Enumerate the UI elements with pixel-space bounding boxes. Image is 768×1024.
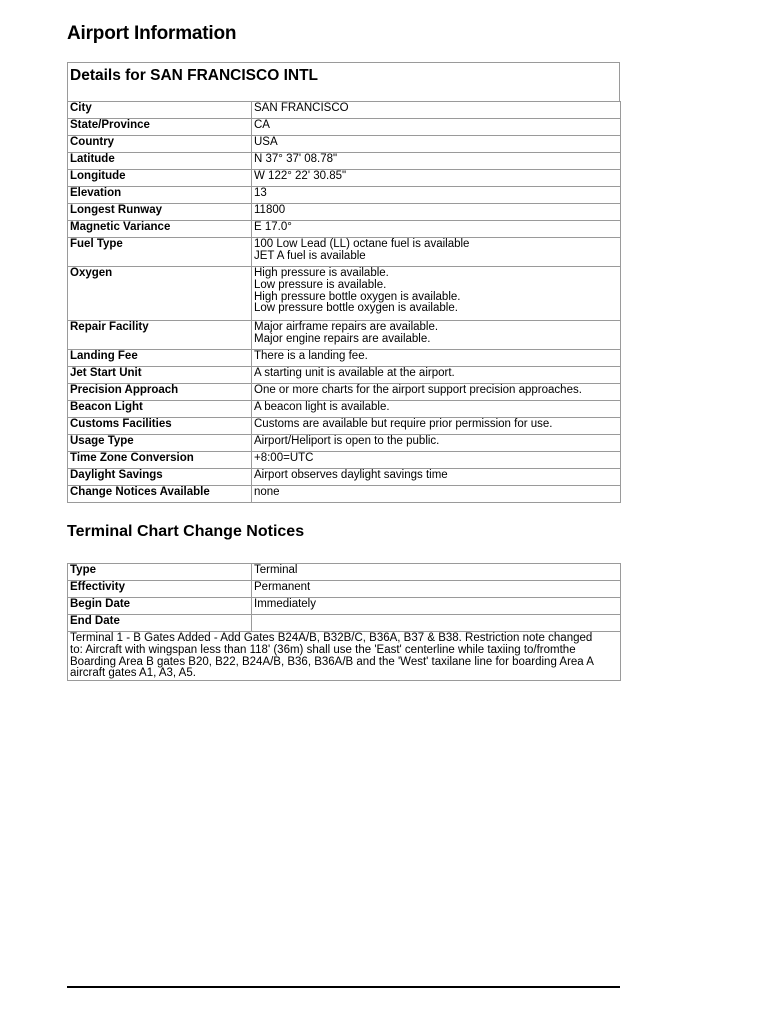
change-notices-heading: Terminal Chart Change Notices bbox=[67, 523, 305, 540]
row-value bbox=[252, 401, 621, 418]
row-label: Elevation bbox=[68, 187, 252, 204]
table-row-magnetic-variance bbox=[68, 221, 621, 238]
row-value bbox=[252, 221, 621, 238]
row-value bbox=[252, 153, 621, 170]
row-value bbox=[252, 170, 621, 187]
table-row-effectivity bbox=[68, 581, 621, 598]
table-row-country bbox=[68, 136, 621, 153]
table-row-customs-facilities bbox=[68, 418, 621, 435]
row-value bbox=[252, 238, 621, 267]
row-value-line: Airport observes daylight savings time bbox=[254, 469, 448, 481]
table-row-state-province bbox=[68, 119, 621, 136]
table-row-time-zone-conversion bbox=[68, 452, 621, 469]
row-value bbox=[252, 581, 621, 598]
row-label: Oxygen bbox=[68, 267, 252, 321]
row-value-line: A beacon light is available. bbox=[254, 401, 390, 413]
row-value-line: JET A fuel is available bbox=[254, 249, 366, 262]
footer-rule bbox=[67, 986, 620, 988]
row-value bbox=[252, 187, 621, 204]
page-title: Airport Information bbox=[67, 23, 237, 44]
table-row-city bbox=[68, 102, 621, 119]
row-value-line: Permanent bbox=[254, 581, 311, 593]
change-notices-table bbox=[67, 563, 621, 681]
row-value bbox=[252, 486, 621, 503]
row-value bbox=[252, 418, 621, 435]
row-value-line: 13 bbox=[254, 187, 267, 199]
row-label: Country bbox=[68, 136, 252, 153]
change-notice-line: to: Aircraft with wingspan less than 118' (36m) shall use the 'East' centerline while taxiing to/fromthe bbox=[70, 643, 576, 656]
row-label: Effectivity bbox=[68, 581, 252, 598]
row-value-line: +8:00=UTC bbox=[254, 452, 314, 464]
row-label: Landing Fee bbox=[68, 350, 252, 367]
row-value bbox=[252, 598, 621, 615]
row-label: Jet Start Unit bbox=[68, 367, 252, 384]
table-row-beacon-light bbox=[68, 401, 621, 418]
row-label: Repair Facility bbox=[68, 321, 252, 350]
row-label: Longest Runway bbox=[68, 204, 252, 221]
table-row-fuel-type bbox=[68, 238, 621, 267]
row-value-line: Customs are available but require prior permission for use. bbox=[254, 418, 553, 430]
table-row-usage-type bbox=[68, 435, 621, 452]
row-label: End Date bbox=[68, 615, 252, 632]
row-value-line: E 17.0° bbox=[254, 221, 292, 233]
row-value-line: N 37° 37' 08.78" bbox=[254, 153, 338, 165]
row-value-line: High pressure is available. bbox=[254, 267, 389, 279]
row-label: Begin Date bbox=[68, 598, 252, 615]
change-notice-line: aircraft gates A1, A3, A5. bbox=[70, 667, 196, 680]
details-heading-box bbox=[67, 62, 620, 101]
table-row-change-notice-text bbox=[68, 632, 621, 681]
row-value-line: Terminal bbox=[254, 564, 298, 576]
table-row-end-date bbox=[68, 615, 621, 632]
row-value bbox=[252, 367, 621, 384]
change-notice-line: Boarding Area B gates B20, B22, B24A/B, B36, B36A/B and the 'West' taxilane line for boarding Area A bbox=[70, 655, 594, 668]
row-label: Daylight Savings bbox=[68, 469, 252, 486]
table-row-daylight-savings bbox=[68, 469, 621, 486]
row-label: City bbox=[68, 102, 252, 119]
row-value-line: Major airframe repairs are available. bbox=[254, 321, 439, 333]
table-row-precision-approach bbox=[68, 384, 621, 401]
change-notice-line: Terminal 1 - B Gates Added - Add Gates B24A/B, B32B/C, B36A, B37 & B38. Restriction note changed bbox=[70, 632, 593, 644]
row-value-line: One or more charts for the airport support precision approaches. bbox=[254, 384, 582, 396]
row-value bbox=[252, 136, 621, 153]
row-value-line: There is a landing fee. bbox=[254, 350, 368, 362]
row-value bbox=[252, 119, 621, 136]
row-value bbox=[252, 469, 621, 486]
row-value-line: Immediately bbox=[254, 598, 316, 610]
row-value bbox=[252, 321, 621, 350]
row-label: Latitude bbox=[68, 153, 252, 170]
row-value-line: USA bbox=[254, 136, 278, 148]
row-value bbox=[252, 102, 621, 119]
row-label: Beacon Light bbox=[68, 401, 252, 418]
row-label: Usage Type bbox=[68, 435, 252, 452]
change-notice-text bbox=[68, 632, 621, 681]
row-value bbox=[252, 435, 621, 452]
row-value-line: 100 Low Lead (LL) octane fuel is available bbox=[254, 238, 470, 250]
table-row-jet-start-unit bbox=[68, 367, 621, 384]
row-value bbox=[252, 350, 621, 367]
row-label: Customs Facilities bbox=[68, 418, 252, 435]
table-row-oxygen bbox=[68, 267, 621, 321]
row-value bbox=[252, 452, 621, 469]
row-value-line: CA bbox=[254, 119, 270, 131]
row-value-line: Major engine repairs are available. bbox=[254, 332, 431, 345]
row-label: Type bbox=[68, 564, 252, 581]
table-row-repair-facility bbox=[68, 321, 621, 350]
details-heading: Details for SAN FRANCISCO INTL bbox=[70, 67, 319, 84]
airport-details-table bbox=[67, 101, 621, 503]
table-row-elevation bbox=[68, 187, 621, 204]
row-label: Fuel Type bbox=[68, 238, 252, 267]
row-value bbox=[252, 204, 621, 221]
row-value-line: A starting unit is available at the airport. bbox=[254, 367, 455, 379]
table-row-longest-runway bbox=[68, 204, 621, 221]
row-value-line: Low pressure bottle oxygen is available. bbox=[254, 302, 458, 315]
row-label: Magnetic Variance bbox=[68, 221, 252, 238]
row-value-line: none bbox=[254, 486, 280, 498]
row-value-line: SAN FRANCISCO bbox=[254, 102, 349, 114]
row-label: Time Zone Conversion bbox=[68, 452, 252, 469]
table-row-begin-date bbox=[68, 598, 621, 615]
row-label: Precision Approach bbox=[68, 384, 252, 401]
table-row-longitude bbox=[68, 170, 621, 187]
row-value bbox=[252, 267, 621, 321]
row-value-line: High pressure bottle oxygen is available. bbox=[254, 290, 461, 303]
row-label: Change Notices Available bbox=[68, 486, 252, 503]
row-value-line: Airport/Heliport is open to the public. bbox=[254, 435, 440, 447]
table-row-type bbox=[68, 564, 621, 581]
table-row-latitude bbox=[68, 153, 621, 170]
row-value-line: 11800 bbox=[254, 204, 286, 216]
table-row-change-notices-available bbox=[68, 486, 621, 503]
row-value-line: Low pressure is available. bbox=[254, 278, 387, 291]
row-value bbox=[252, 564, 621, 581]
row-value-line: W 122° 22' 30.85" bbox=[254, 170, 347, 182]
table-row-landing-fee bbox=[68, 350, 621, 367]
row-label: State/Province bbox=[68, 119, 252, 136]
row-label: Longitude bbox=[68, 170, 252, 187]
row-value bbox=[252, 615, 621, 632]
row-value bbox=[252, 384, 621, 401]
